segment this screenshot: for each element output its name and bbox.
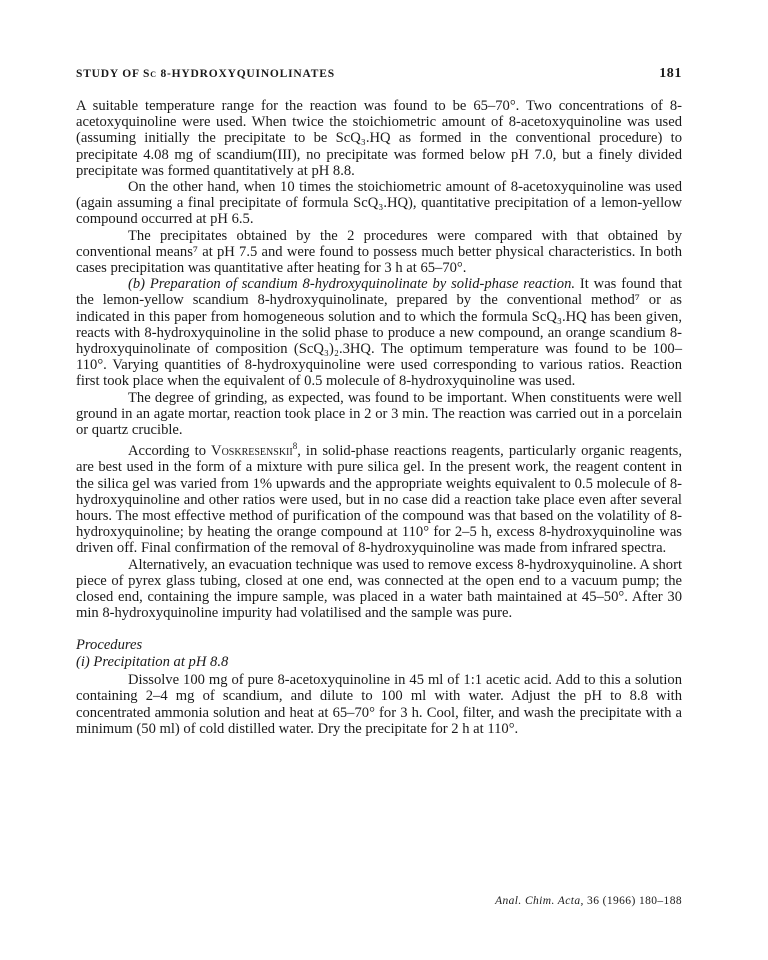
- paragraph: [76, 438, 682, 556]
- paragraph: A suitable temperature range for the reaction was found to be 65–70°. Two concentrations of 8-acetoxyquinoline were used. When twice the stoichiometric amount of 8-acetoxyquinoline was used (assuming initially the precipitate to be ScQ₃.HQ as formed in the conventional procedure) to precipitate 4.08 mg of scandium(III), no precipitate was formed below pH 7.0, but a finely divided precipitate was formed quantitatively at pH 8.8.: [76, 98, 682, 179]
- paragraph-text: According to: [128, 443, 212, 460]
- journal-name: Anal. Chim. Acta,: [495, 895, 584, 907]
- paragraph-text: , in solid-phase reactions reagents, particularly organic reagents, are best used in the form of a mixture with pure silica gel. In the present work, the reagent content in the silica gel was varied from 1% upwards and the appropriate weights equivalent to 0.5 molecule of 8-hydroxyquinoline and other ratios were used, but in no case did a reaction take place even after several hours. The most effective method of purification of the compound was that based on the volatility of 8-hydroxyquinoline; by heating the orange compound at 110° for 2–5 h, excess 8-hydroxyquinoline was driven off. Final confirmation of the removal of 8-hydroxyquinoline was made from infrared spectra.: [76, 443, 682, 557]
- page-number: 181: [659, 66, 682, 81]
- citation-details: 36 (1966) 180–188: [583, 895, 682, 907]
- procedure-subheading: (i) Precipitation at pH 8.8: [76, 653, 229, 670]
- subsection-heading: (b) Preparation of scandium 8-hydroxyquinolinate by solid-phase reaction.: [128, 276, 576, 293]
- running-title: STUDY OF Sc 8-HYDROXYQUINOLINATES: [76, 68, 335, 80]
- reference-mark: 8: [292, 441, 298, 452]
- paragraph: The precipitates obtained by the 2 procedures were compared with that obtained by conventional means⁷ at pH 7.5 and were found to possess much better physical characteristics. In both cases precipitation was quantitative after heating for 3 h at 65–70°.: [76, 227, 682, 277]
- procedure-text: Dissolve 100 mg of pure 8-acetoxyquinoline in 45 ml of 1:1 acetic acid. Add to this a solution containing 2–4 mg of scandium, and dilute to 100 ml with water. Adjust the pH to 8.8 with concentrated ammonia solution and heat at 65–70° for 3 h. Cool, filter, and wash the precipitate with a minimum (50 ml) of cold distilled water. Dry the precipitate for 2 h at 110°.: [76, 672, 682, 737]
- section-heading: Procedures: [76, 637, 143, 654]
- paragraph: On the other hand, when 10 times the stoichiometric amount of 8-acetoxyquinoline was used (again assuming a final precipitate of formula ScQ₃.HQ), quantitative precipitation of a lemon-yellow compound occurred at pH 6.5.: [76, 179, 682, 228]
- page-content: [76, 66, 682, 737]
- author-name: Voskresenskii: [211, 443, 293, 460]
- paragraph: [76, 276, 682, 389]
- running-head: [76, 66, 682, 82]
- paragraph-text: It was found that the lemon-yellow scandium 8-hydroxyquinolinate, prepared by the conventional method⁷ or as indicated in this paper from homogeneous solution and to which the formula ScQ₃.HQ has been given, reacts with 8-hydroxyquinoline in the solid phase to produce a new compound, an orange scandium 8-hydroxyquinolinate of composition (ScQ₃)₂.3HQ. The optimum temperature was found to be 100–110°. Varying quantities of 8-hydroxyquinoline were used corresponding to various ratios. Reaction first took place when the equivalent of 0.5 molecule of 8-hydroxyquinoline was used.: [76, 276, 683, 390]
- journal-citation: [495, 895, 682, 907]
- article-body: [76, 98, 682, 737]
- paragraph: The degree of grinding, as expected, was found to be important. When constituents were well ground in an agate mortar, reaction took place in 2 or 3 min. The reaction was carried out in a porcelain or quartz crucible.: [76, 389, 682, 439]
- paragraph: Alternatively, an evacuation technique was used to remove excess 8-hydroxyquinoline. A short piece of pyrex glass tubing, closed at one end, was connected at the open end to a vacuum pump; the closed end, containing the impure sample, was placed in a water bath maintained at 45–50°. After 30 min 8-hydroxyquinoline impurity had volatilised and the sample was pure.: [76, 556, 682, 622]
